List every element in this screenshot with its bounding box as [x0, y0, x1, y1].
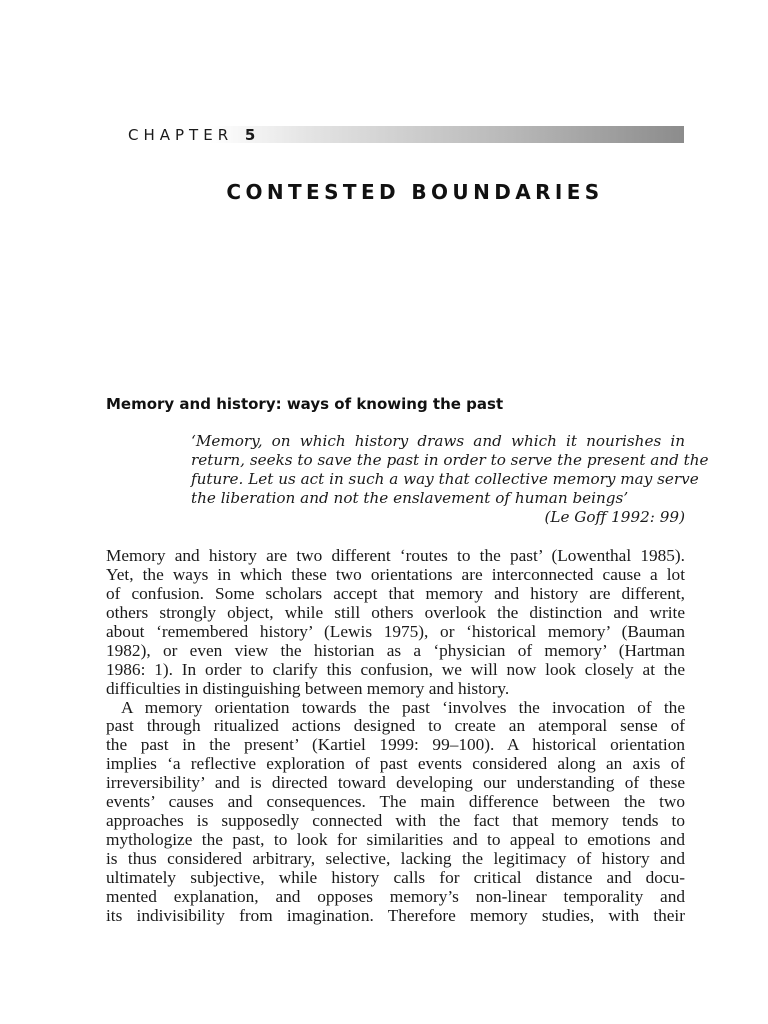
text-line: mented explanation, and opposes memory’s non-linear temporality and — [106, 886, 685, 906]
epigraph-line: future. Let us act in such a way that collective memory may serve — [191, 470, 699, 488]
section-heading: Memory and history: ways of knowing the past — [106, 395, 504, 413]
text-line: of confusion. Some scholars accept that memory and history are different, — [106, 583, 685, 603]
text-line: about ‘remembered history’ (Lewis 1975), or ‘historical memory’ (Bauman — [106, 621, 685, 641]
text-line: 1986: 1). In order to clarify this confusion, we will now look closely at the — [106, 659, 685, 679]
chapter-number: 5 — [244, 126, 256, 144]
chapter-label — [128, 126, 255, 145]
epigraph-citation: (Le Goff 1992: 99) — [544, 508, 685, 526]
paragraph-1 — [106, 547, 685, 699]
text-line: the past in the present’ (Kartiel 1999: 99–100). A historical orientation — [106, 735, 685, 755]
text-line: mythologize the past, to look for similarities and to appeal to emotions and — [106, 830, 685, 850]
text-line: irreversibility’ and is directed toward developing our understanding of these — [106, 773, 685, 793]
epigraph-line: the liberation and not the enslavement of human beings’ — [191, 489, 629, 507]
text-line: difficulties in distinguishing between memory and history. — [106, 678, 510, 698]
text-line: is thus considered arbitrary, selective, lacking the legitimacy of history and — [106, 849, 685, 868]
text-line: A memory orientation towards the past ‘involves the invocation of the — [121, 697, 685, 717]
chapter-label-text: CHAPTER — [128, 126, 234, 144]
text-line: its indivisibility from imagination. Therefore memory studies, with their — [106, 905, 685, 925]
text-line: 1982), or even view the historian as a ‘physician of memory’ (Hartman — [106, 640, 685, 660]
text-line: approaches is supposedly connected with the fact that memory tends to — [106, 811, 685, 831]
text-line: implies ‘a reflective exploration of past events considered along an axis of — [106, 754, 685, 774]
epigraph-line: return, seeks to save the past in order to serve the present and the — [191, 451, 709, 469]
paragraph-2 — [106, 699, 685, 926]
text-line: past through ritualized actions designed to create an atemporal sense of — [106, 716, 685, 736]
text-line: Memory and history are two different ‘routes to the past’ (Lowenthal 1985). — [106, 546, 685, 565]
epigraph-line: ‘Memory, on which history draws and which it nourishes in — [191, 432, 685, 450]
chapter-title: CONTESTED BOUNDARIES — [226, 180, 604, 204]
text-line: ultimately subjective, while history calls for critical distance and docu- — [106, 867, 685, 887]
text-line: events’ causes and consequences. The main difference between the two — [106, 792, 685, 812]
text-line: others strongly object, while still others overlook the distinction and write — [106, 602, 685, 622]
epigraph-quote — [191, 432, 709, 527]
text-line: Yet, the ways in which these two orientations are interconnected cause a lot — [106, 564, 685, 584]
body-text — [106, 547, 685, 926]
